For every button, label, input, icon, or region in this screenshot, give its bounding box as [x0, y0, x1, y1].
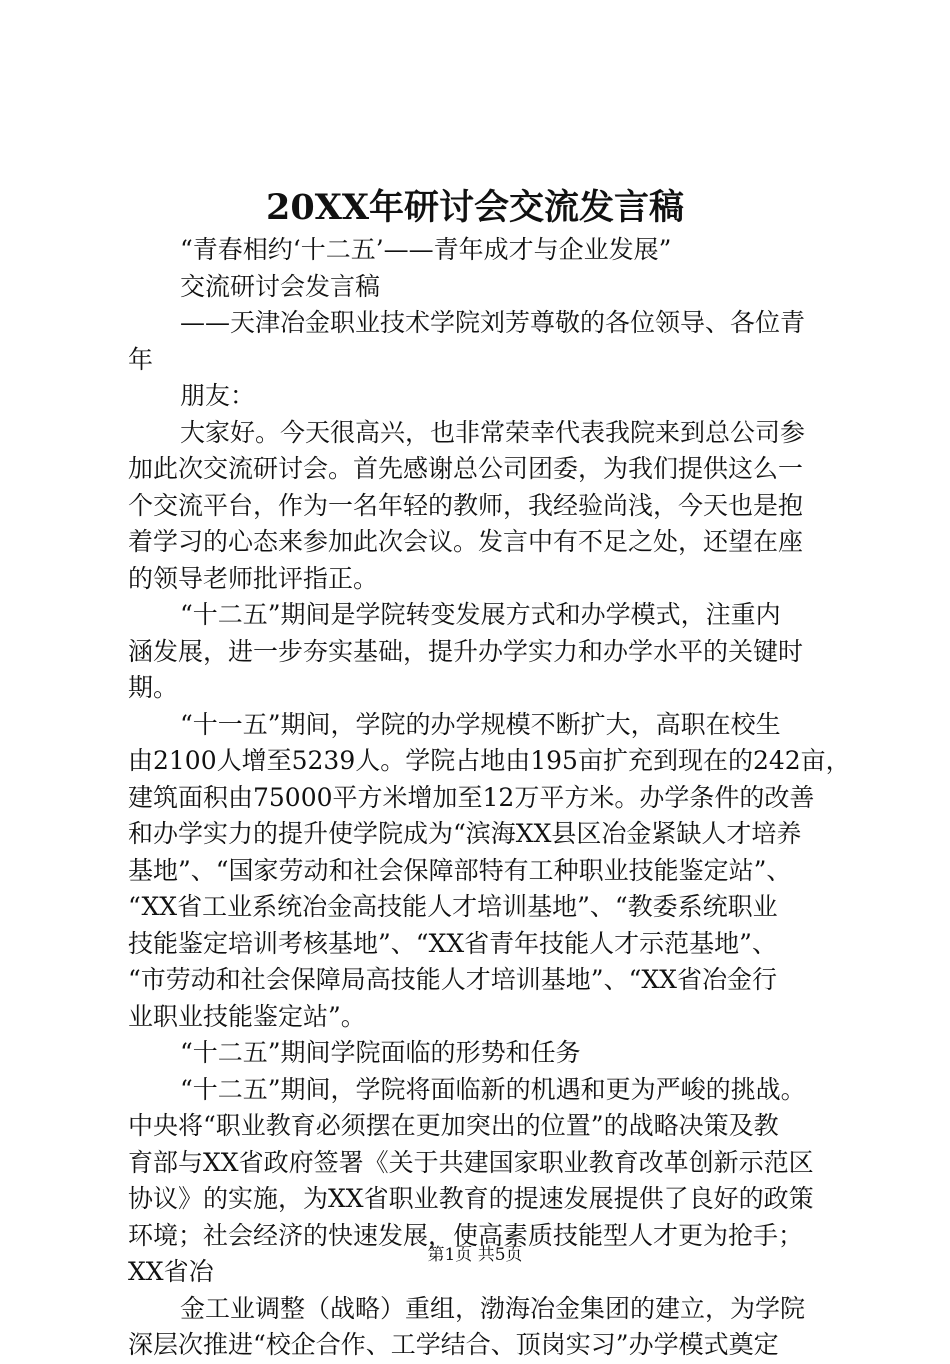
text-line: 加此次交流研讨会。首先感谢总公司团委，为我们提供这么一 — [128, 454, 804, 483]
text-line: 育部与XX省政府签署《关于共建国家职业教育改革创新示范区 — [128, 1147, 814, 1177]
text-line: 协议》的实施，为XX省职业教育的提速发展提供了良好的政策 — [128, 1184, 814, 1213]
text-line: 环境；社会经济的快速发展，使高素质技能型人才更为抢手； — [128, 1220, 804, 1250]
text-line: 深层次推进“校企合作、工学结合、顶岗实习”办学模式奠定 — [128, 1330, 779, 1359]
text-line: 基地”、“国家劳动和社会保障部特有工种职业技能鉴定站”、 — [128, 855, 792, 885]
text-line: “十一五”期间，学院的办学规模不断扩大，高职在校生 — [180, 709, 781, 739]
text-line: 期。 — [128, 673, 179, 702]
text-line: 个交流平台，作为一名年轻的教师，我经验尚浅，今天也是抱 — [128, 490, 804, 520]
text-line: 涵发展，进一步夯实基础，提升办学实力和办学水平的关键时 — [128, 636, 804, 666]
text-line: 的领导老师批评指正。 — [128, 563, 379, 593]
text-line: 技能鉴定培训考核基地”、“XX省青年技能人才示范基地”、 — [128, 928, 777, 958]
text-line: “市劳动和社会保障局高技能人才培训基地”、“XX省冶金行 — [128, 965, 777, 994]
text-line: 交流研讨会发言稿 — [180, 271, 381, 301]
text-line: “十二五”期间学院面临的形势和任务 — [180, 1038, 581, 1067]
text-line: 建筑面积由75000平方米增加至12万平方米。办学条件的改善 — [128, 782, 815, 812]
text-line: 朋友： — [180, 381, 256, 410]
text-line: 着学习的心态来参加此次会议。发言中有不足之处，还望在座 — [128, 527, 804, 556]
text-line: 年 — [128, 344, 154, 374]
document-body — [128, 232, 851, 1364]
text-line: “十二五”期间是学院转变发展方式和办学模式，注重内 — [180, 600, 781, 629]
text-line: XX省冶 — [128, 1257, 214, 1286]
text-line: 业职业技能鉴定站”。 — [128, 1001, 366, 1031]
text-line: ——天津冶金职业技术学院刘芳尊敬的各位领导、各位青 — [180, 308, 806, 337]
text-line: “XX省工业系统冶金高技能人才培训基地”、“教委系统职业 — [128, 892, 778, 921]
text-line: “十二五”期间，学院将面临新的机遇和更为严峻的挑战。 — [180, 1074, 806, 1104]
document-title: 20XX年研讨会交流发言稿 — [265, 187, 685, 228]
text-line: 大家好。今天很高兴，也非常荣幸代表我院来到总公司参 — [180, 417, 806, 447]
text-line: 金工业调整（战略）重组，渤海冶金集团的建立，为学院 — [180, 1293, 806, 1323]
page-number-footer: 第1页 共5页 — [427, 1245, 523, 1265]
text-line: 中央将“职业教育必须摆在更加突出的位置”的战略决策及教 — [128, 1111, 779, 1140]
text-line: 由2100人增至5239人。学院占地由195亩扩充到现在的242亩， — [128, 746, 851, 775]
text-line: 和办学实力的提升使学院成为“滨海XX县区冶金紧缺人才培养 — [128, 819, 802, 848]
text-line: “青春相约‘十二五’——青年成才与企业发展” — [180, 235, 672, 264]
